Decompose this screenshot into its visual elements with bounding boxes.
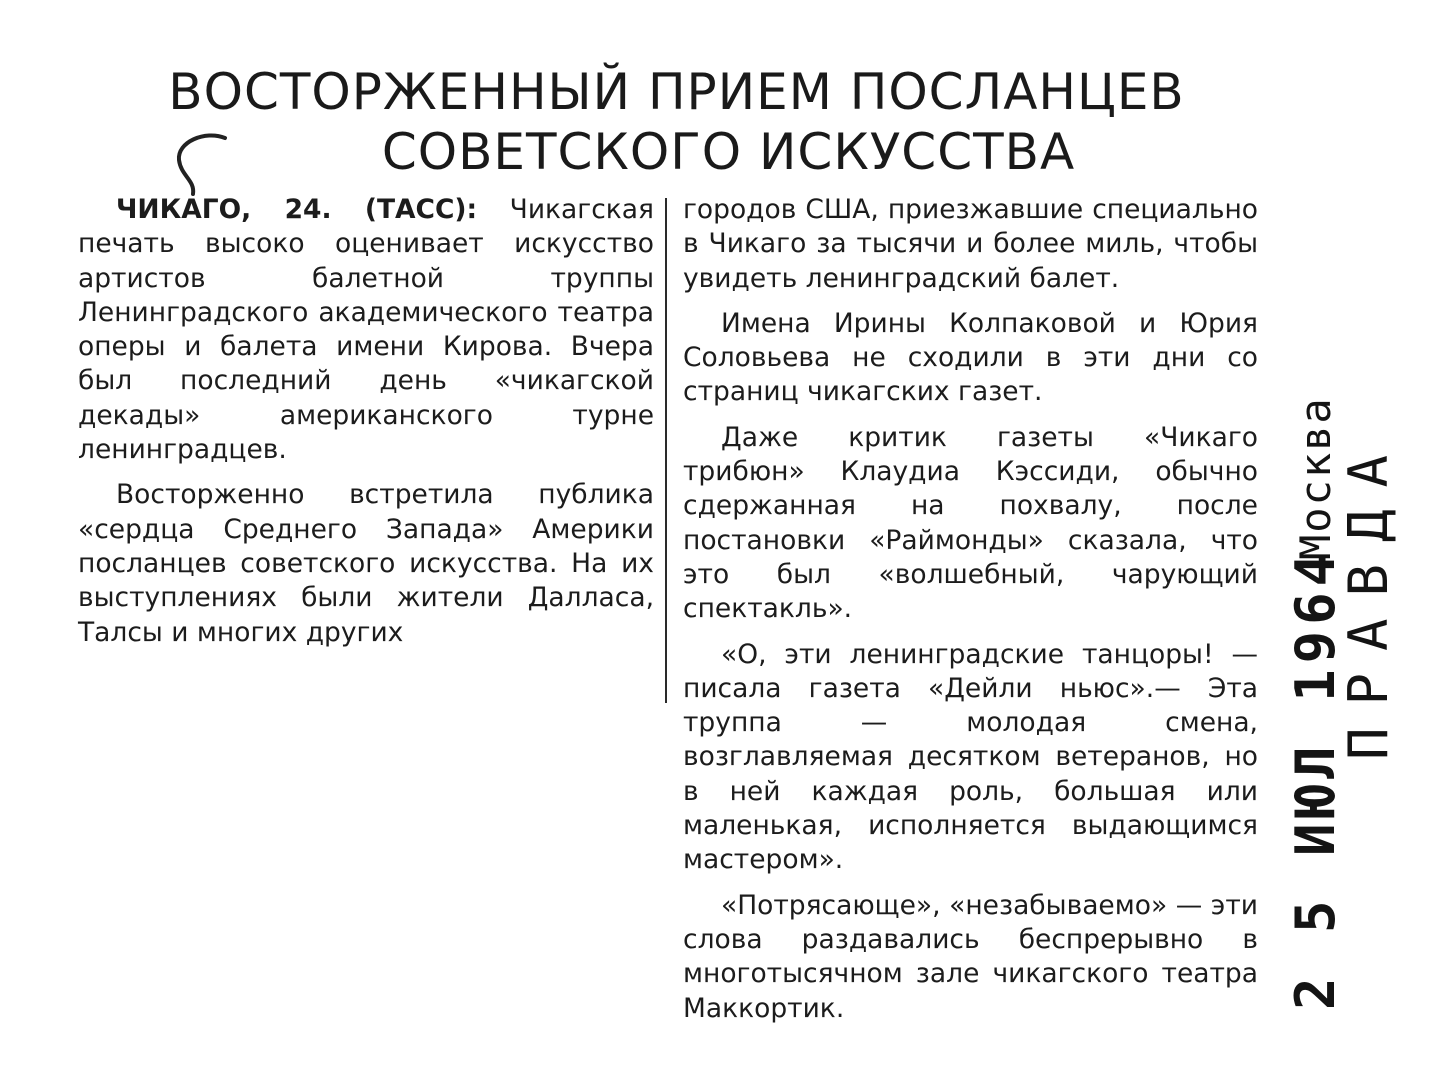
article-paragraph-2: Восторженно встретила публика «сердца Среднего Запада» Америки посланцев советского искусства. На их выступлениях были жители Далласа, Талсы и многих других [78, 479, 654, 648]
article-paragraph-4: Даже критик газеты «Чикаго трибюн» Клаудиа Кэссиди, обычно сдержанная на похвалу, после постановки «Раймонды» сказала, что это был «волшебный, чарующий спектакль». [683, 421, 1258, 625]
article-column-right [683, 193, 1258, 1037]
paragraph-1-text: Чикагская печать высоко оценивает искусство артистов балетной труппы Ленинградского академического театра оперы и балета имени Кирова. Вчера был последний день «чикагской декады» американского турне ленинградцев. [78, 194, 654, 466]
article-paragraph-3: Имена Ирины Колпаковой и Юрия Соловьева не сходили в эти дни со страниц чикагских газет. [683, 307, 1258, 408]
article-paragraph-6: «Потрясающе», «незабываемо» — эти слова раздавались беспрерывно в многотысячном зале чикагского театра Маккортик. [683, 889, 1258, 1024]
headline-line-2: СОВЕТСКОГО ИСКУССТВА [381, 123, 1076, 181]
dateline: ЧИКАГО, 24. (ТАСС): [116, 194, 478, 225]
article-column-left [78, 193, 654, 661]
headline-line-1: ВОСТОРЖЕННЫЙ ПРИЕМ ПОСЛАНЦЕВ [168, 63, 1185, 121]
stamp-title: ПРАВДА [1337, 432, 1400, 760]
article-paragraph-1 [78, 193, 654, 467]
stamp-date: 2 5 ИЮЛ 1964 [1284, 547, 1347, 1010]
article-paragraph-2-continued: городов США, приезжавшие специально в Чикаго за тысячи и более миль, чтобы увидеть ленинградский балет. [683, 194, 1258, 294]
column-divider [665, 198, 667, 703]
stamp-city: Москва [1291, 396, 1340, 560]
newspaper-stamp [1284, 160, 1400, 1010]
article-paragraph-5: «О, эти ленинградские танцоры! — писала газета «Дейли ньюс».— Эта труппа — молодая смена, возглавляемая десятком ветеранов, но в ней каждая роль, большая или маленькая, исполняется выдающимся мастером». [683, 638, 1258, 876]
